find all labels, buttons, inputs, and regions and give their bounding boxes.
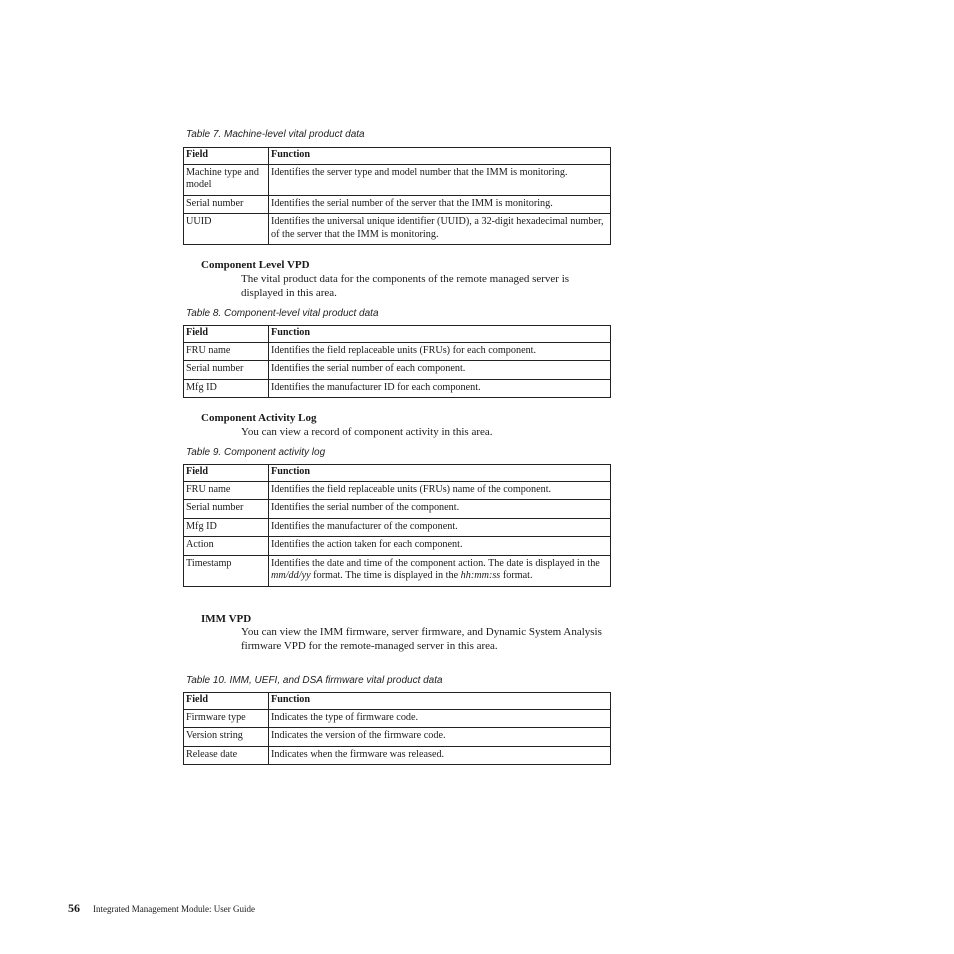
function-cell: Identifies the serial number of the server that the IMM is monitoring. [269, 195, 611, 214]
imm-vpd-description: You can view the IMM firmware, server firmware, and Dynamic System Analysis firmware VPD for the remote-managed server in this area. [241, 626, 602, 652]
column-header-function: Function [269, 148, 611, 165]
timestamp-desc-part3: format. [500, 570, 533, 581]
field-cell: Version string [184, 728, 269, 747]
date-format: mm/dd/yy [271, 570, 311, 581]
component-activity-log-description: You can view a record of component activity in this area. [241, 426, 493, 438]
function-cell [269, 555, 611, 586]
table-row [184, 214, 611, 245]
field-cell: FRU name [184, 481, 269, 500]
field-cell: Machine type and model [184, 164, 269, 195]
table-row [184, 709, 611, 728]
function-cell: Identifies the action taken for each component. [269, 537, 611, 556]
table-header-row [184, 148, 611, 165]
function-cell: Indicates when the firmware was released. [269, 746, 611, 765]
page-number: 56 [68, 901, 80, 915]
column-header-field: Field [184, 326, 269, 343]
table-10-caption: Table 10. IMM, UEFI, and DSA firmware vital product data [186, 675, 443, 686]
table-row [184, 164, 611, 195]
field-cell: Mfg ID [184, 518, 269, 537]
timestamp-desc-part2: format. The time is displayed in the [310, 570, 461, 581]
table-header-row [184, 693, 611, 710]
table-row [184, 728, 611, 747]
function-cell: Identifies the universal unique identifier (UUID), a 32-digit hexadecimal number, of the server that the IMM is monitoring. [269, 214, 611, 245]
table-row [184, 195, 611, 214]
field-cell: Serial number [184, 195, 269, 214]
field-cell: Serial number [184, 361, 269, 380]
field-cell: FRU name [184, 342, 269, 361]
function-cell: Indicates the version of the firmware code. [269, 728, 611, 747]
table-component-activity-log [183, 464, 611, 587]
function-cell: Identifies the field replaceable units (FRUs) for each component. [269, 342, 611, 361]
table-row [184, 500, 611, 519]
column-header-field: Field [184, 693, 269, 710]
table-row [184, 342, 611, 361]
table-7-caption: Table 7. Machine-level vital product data [186, 129, 365, 140]
document-title: Integrated Management Module: User Guide [93, 904, 255, 914]
column-header-field: Field [184, 148, 269, 165]
table-machine-vpd [183, 147, 611, 245]
component-activity-log-heading: Component Activity Log [201, 412, 317, 424]
component-level-vpd-heading: Component Level VPD [201, 259, 310, 271]
table-component-vpd [183, 325, 611, 398]
column-header-field: Field [184, 465, 269, 482]
field-cell: Action [184, 537, 269, 556]
table-row [184, 518, 611, 537]
field-cell: Release date [184, 746, 269, 765]
column-header-function: Function [269, 326, 611, 343]
table-header-row [184, 465, 611, 482]
imm-vpd-heading: IMM VPD [201, 613, 252, 625]
function-cell: Identifies the serial number of each component. [269, 361, 611, 380]
table-row [184, 481, 611, 500]
table-row [184, 379, 611, 398]
field-cell: Serial number [184, 500, 269, 519]
column-header-function: Function [269, 693, 611, 710]
table-row [184, 537, 611, 556]
table-row [184, 361, 611, 380]
column-header-function: Function [269, 465, 611, 482]
function-cell: Identifies the manufacturer ID for each component. [269, 379, 611, 398]
field-cell: Timestamp [184, 555, 269, 586]
field-cell: Mfg ID [184, 379, 269, 398]
field-cell: UUID [184, 214, 269, 245]
field-cell: Firmware type [184, 709, 269, 728]
component-level-vpd-description: The vital product data for the components of the remote managed server is displayed in this area. [241, 273, 570, 299]
timestamp-desc-part1: Identifies the date and time of the component action. The date is displayed in the [271, 557, 600, 569]
table-9-caption: Table 9. Component activity log [186, 447, 326, 458]
function-cell: Indicates the type of firmware code. [269, 709, 611, 728]
table-firmware-vpd [183, 692, 611, 765]
function-cell: Identifies the serial number of the component. [269, 500, 611, 519]
table-row [184, 746, 611, 765]
function-cell: Identifies the manufacturer of the component. [269, 518, 611, 537]
table-header-row [184, 326, 611, 343]
table-row [184, 555, 611, 586]
function-cell: Identifies the field replaceable units (FRUs) name of the component. [269, 481, 611, 500]
time-format: hh:mm:ss [460, 570, 501, 581]
table-8-caption: Table 8. Component-level vital product data [186, 308, 379, 319]
function-cell: Identifies the server type and model number that the IMM is monitoring. [269, 164, 611, 195]
